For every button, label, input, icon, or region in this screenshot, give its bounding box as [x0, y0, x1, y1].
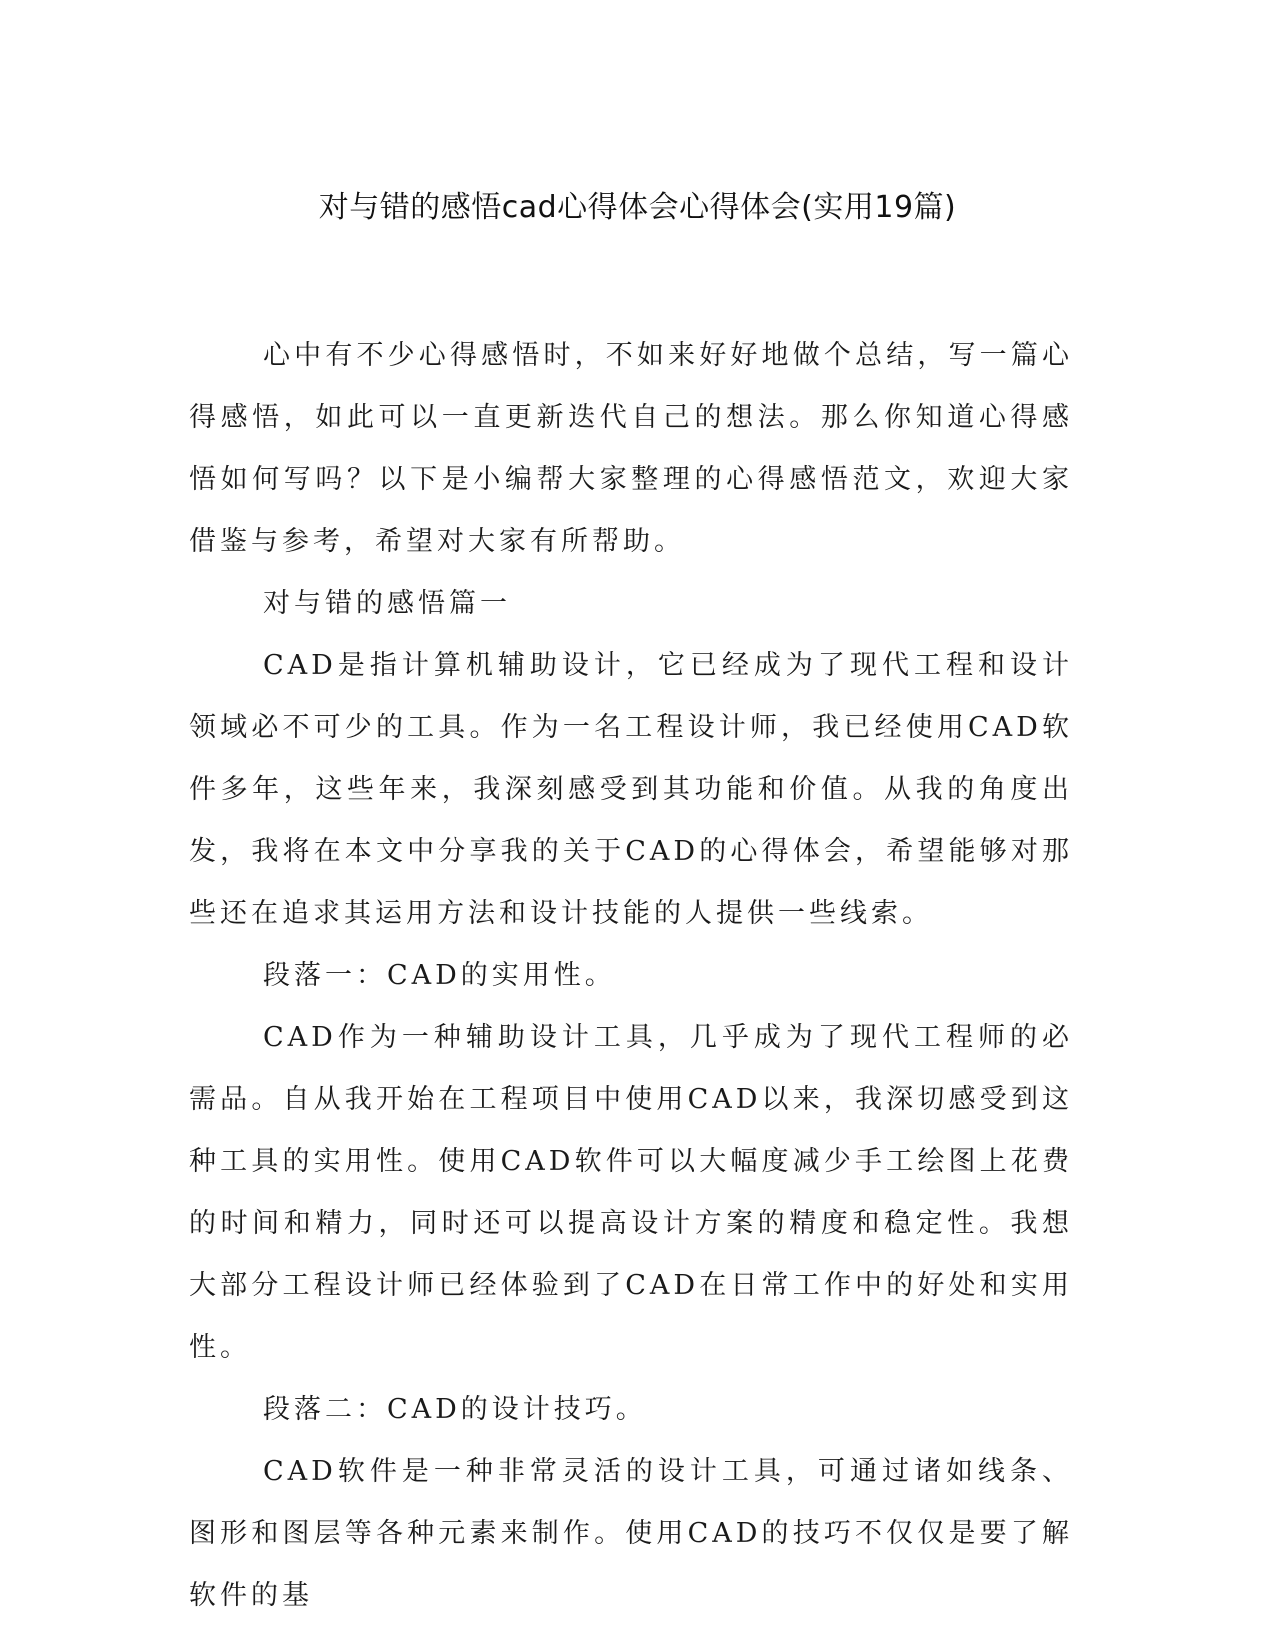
document-title: 对与错的感悟cad心得体会心得体会(实用19篇) [318, 190, 957, 225]
section-heading-part-one: 对与错的感悟篇一 [263, 588, 511, 619]
document-body [189, 325, 1073, 1627]
intro-paragraph: 心中有不少心得感悟时，不如来好好地做个总结，写一篇心得感悟，如此可以一直更新迭代自己的想法。那么你知道心得感悟如何写吗？以下是小编帮大家整理的心得感悟范文，欢迎大家借鉴与参考，希望对大家有所帮助。 [189, 340, 1073, 557]
subheading-design-skills: 段落二：CAD的设计技巧。 [263, 1394, 647, 1425]
subheading-practicality: 段落一：CAD的实用性。 [263, 960, 616, 991]
practicality-paragraph: CAD作为一种辅助设计工具，几乎成为了现代工程师的必需品。自从我开始在工程项目中使用CAD以来，我深切感受到这种工具的实用性。使用CAD软件可以大幅度减少手工绘图上花费的时间和精力，同时还可以提高设计方案的精度和稳定性。我想大部分工程设计师已经体验到了CAD在日常工作中的好处和实用性。 [189, 1022, 1073, 1363]
cad-intro-paragraph: CAD是指计算机辅助设计，它已经成为了现代工程和设计领域必不可少的工具。作为一名工程设计师，我已经使用CAD软件多年，这些年来，我深刻感受到其功能和价值。从我的角度出发，我将在本文中分享我的关于CAD的心得体会，希望能够对那些还在追求其运用方法和设计技能的人提供一些线索。 [189, 650, 1073, 929]
design-skills-paragraph: CAD软件是一种非常灵活的设计工具，可通过诸如线条、图形和图层等各种元素来制作。使用CAD的技巧不仅仅是要了解软件的基 [189, 1456, 1073, 1611]
